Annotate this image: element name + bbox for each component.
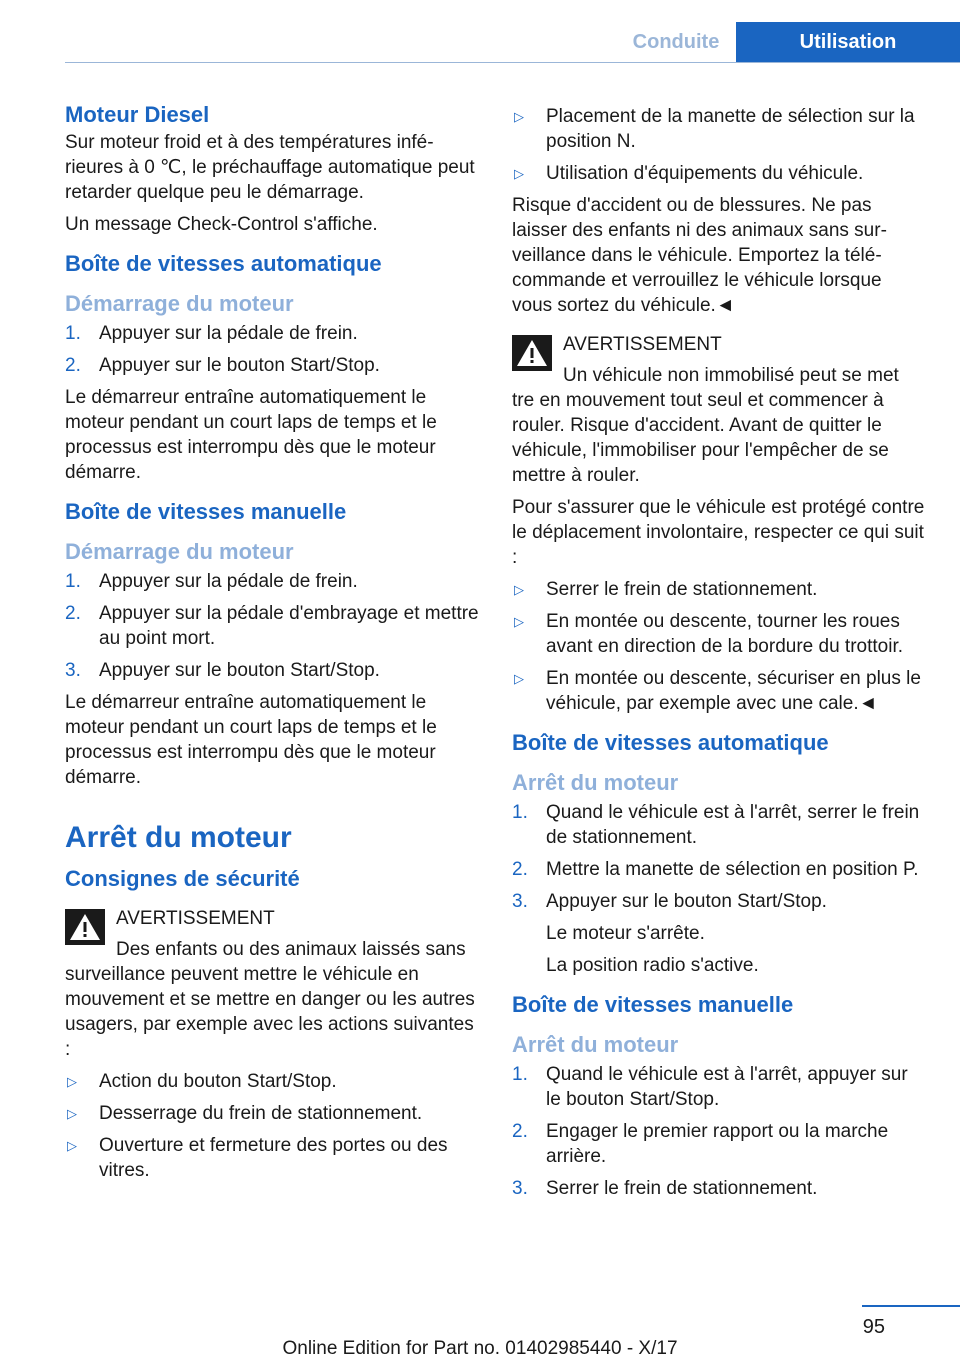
step-number: 3.	[512, 891, 528, 912]
diesel-message: Un message Check-Control s'affiche.	[65, 214, 378, 235]
auto-start-steps	[65, 321, 480, 378]
step-number: 3.	[512, 1178, 528, 1199]
bullet-text: En montée ou descente, sécuriser en plus le véhicule, par exemple avec une cale.◄	[546, 668, 921, 714]
list-item	[512, 577, 927, 602]
manual-heading: Boîte de vitesses manuelle	[512, 992, 794, 1017]
step-number: 3.	[65, 660, 81, 681]
header-tabs	[616, 22, 960, 62]
manual-heading: Boîte de vitesses manuelle	[65, 499, 347, 524]
step-text: Appuyer sur le bouton Start/Stop.	[99, 660, 380, 681]
diesel-paragraph: Sur moteur froid et à des températures inférieures à 0 ℃, le préchauffage automatique peut retarder quelque peu le démarrage.	[65, 132, 475, 203]
auto-stop-heading: Arrêt du moteur	[512, 770, 679, 795]
page-number: 95	[862, 1316, 885, 1338]
warning-actions-list-cont	[512, 104, 927, 186]
edition-footer: Online Edition for Part no. 01402985440 - X/17	[282, 1338, 678, 1359]
step-number: 2.	[65, 355, 81, 376]
step-text: Appuyer sur la pédale de frein.	[99, 323, 358, 344]
warning-title: AVERTISSEMENT	[116, 908, 275, 929]
step-text: Quand le véhicule est à l'arrêt, appuyer sur le bouton Start/Stop.	[546, 1064, 908, 1110]
step-number: 1.	[65, 323, 81, 344]
warning-text: tre en mouvement tout seul et commencer à rouler. Risque d'accident. Avant de quitter le véhicule, l'immobiliser pour l'empêcher de se mettre à rouler.	[512, 390, 889, 486]
step-text: Engager le premier rapport ou la marche arrière.	[546, 1121, 889, 1167]
manual-start-heading: Démarrage du moteur	[65, 539, 294, 564]
tab-driving[interactable]: Conduite	[632, 30, 720, 53]
list-item	[512, 609, 927, 659]
list-item	[65, 1133, 480, 1183]
bullet-triangle-icon: ▷	[514, 671, 524, 686]
bullet-triangle-icon: ▷	[514, 614, 524, 629]
bullet-text: Ouverture et fermeture des portes ou des vitres.	[99, 1135, 448, 1181]
step-number: 2.	[65, 603, 81, 624]
diesel-heading: Moteur Diesel	[65, 102, 210, 127]
step-text: Appuyer sur la pédale d'embrayage et mettre au point mort.	[99, 603, 479, 649]
auto-start-heading: Démarrage du moteur	[65, 291, 294, 316]
list-item	[512, 1119, 927, 1169]
step-text: Quand le véhicule est à l'arrêt, serrer le frein de stationnement.	[546, 802, 920, 848]
manual-start-paragraph: Le démarreur entraîne automatiquement le moteur pendant un court laps de temps et le processus est interrompu dès que le moteur démarre.	[65, 692, 437, 788]
bullet-text: Placement de la manette de sélection sur la position N.	[546, 106, 915, 152]
stop-engine-heading: Arrêt du moteur	[65, 821, 292, 854]
bullet-text: Utilisation d'équipements du véhicule.	[546, 163, 864, 184]
warning-actions-list	[65, 1069, 480, 1183]
list-item	[65, 353, 480, 378]
list-item	[512, 1062, 927, 1112]
footer-divider	[862, 1305, 960, 1307]
warning-triangle-icon	[512, 335, 552, 371]
step-number: 1.	[512, 802, 528, 823]
list-item	[512, 800, 927, 850]
manual-stop-heading: Arrêt du moteur	[512, 1032, 679, 1057]
step-text: Serrer le frein de stationnement.	[546, 1178, 818, 1199]
step-text: Mettre la manette de sélection en position P.	[546, 859, 919, 880]
auto-heading: Boîte de vitesses automatique	[512, 730, 829, 755]
list-item	[65, 1069, 480, 1094]
list-item	[65, 1101, 480, 1126]
step-number: 1.	[512, 1064, 528, 1085]
bullet-text: Action du bouton Start/Stop.	[99, 1071, 337, 1092]
bullet-text: Desserrage du frein de stationnement.	[99, 1103, 423, 1124]
bullet-triangle-icon: ▷	[514, 109, 524, 124]
bullet-text: En montée ou descente, tourner les roues avant en direction de la bordure du trottoir.	[546, 611, 904, 657]
list-item	[512, 889, 927, 914]
step-text: Appuyer sur le bouton Start/Stop.	[99, 355, 380, 376]
left-column	[65, 100, 480, 1190]
bullet-triangle-icon: ▷	[67, 1074, 77, 1089]
auto-stop-note-radio: La position radio s'active.	[546, 955, 759, 976]
list-item	[65, 601, 480, 651]
warning-text: surveillance peuvent mettre le véhicule en mouvement et se mettre en danger ou les autres usagers, par exemple avec les actions suivantes :	[65, 964, 475, 1060]
manual-stop-steps	[512, 1062, 927, 1201]
list-item	[65, 569, 480, 594]
warning-title: AVERTISSEMENT	[563, 334, 722, 355]
bullet-triangle-icon: ▷	[67, 1106, 77, 1121]
safety-heading: Consignes de sécurité	[65, 866, 300, 891]
bullet-triangle-icon: ▷	[514, 582, 524, 597]
auto-stop-steps	[512, 800, 927, 914]
right-column	[512, 100, 927, 1208]
auto-stop-note-engine: Le moteur s'arrête.	[546, 923, 705, 944]
bullet-triangle-icon: ▷	[514, 166, 524, 181]
tab-usage[interactable]: Utilisation	[736, 22, 960, 62]
step-text: Appuyer sur la pédale de frein.	[99, 571, 358, 592]
risk-paragraph: Risque d'accident ou de blessures. Ne pas laisser des enfants ni des animaux sans surveillance dans le véhicule. Emportez la télécommande et verrouillez le véhicule lorsque vous sortez du véhicule.◄	[512, 195, 887, 316]
step-number: 2.	[512, 859, 528, 880]
step-number: 2.	[512, 1121, 528, 1142]
warning-block	[65, 906, 480, 1062]
manual-start-steps	[65, 569, 480, 683]
bullet-triangle-icon: ▷	[67, 1138, 77, 1153]
step-text: Appuyer sur le bouton Start/Stop.	[546, 891, 827, 912]
warning-block	[512, 332, 927, 488]
secure-paragraph: Pour s'assurer que le véhicule est protégé contre le déplacement involontaire, respecter ce qui suit :	[512, 497, 925, 568]
list-item	[512, 1176, 927, 1201]
list-item	[512, 666, 927, 716]
secure-list	[512, 577, 927, 716]
list-item	[65, 321, 480, 346]
step-number: 1.	[65, 571, 81, 592]
warning-text-first: Un véhicule non immobilisé peut se met	[563, 365, 899, 386]
warning-text-first: Des enfants ou des animaux laissés sans	[116, 939, 466, 960]
list-item	[65, 658, 480, 683]
auto-heading: Boîte de vitesses automatique	[65, 251, 382, 276]
bullet-text: Serrer le frein de stationnement.	[546, 579, 818, 600]
auto-start-paragraph: Le démarreur entraîne automatiquement le moteur pendant un court laps de temps et le processus est interrompu dès que le moteur démarre.	[65, 387, 437, 483]
list-item	[512, 104, 927, 154]
list-item	[512, 857, 927, 882]
warning-triangle-icon	[65, 909, 105, 945]
list-item	[512, 161, 927, 186]
header-divider	[65, 62, 960, 63]
